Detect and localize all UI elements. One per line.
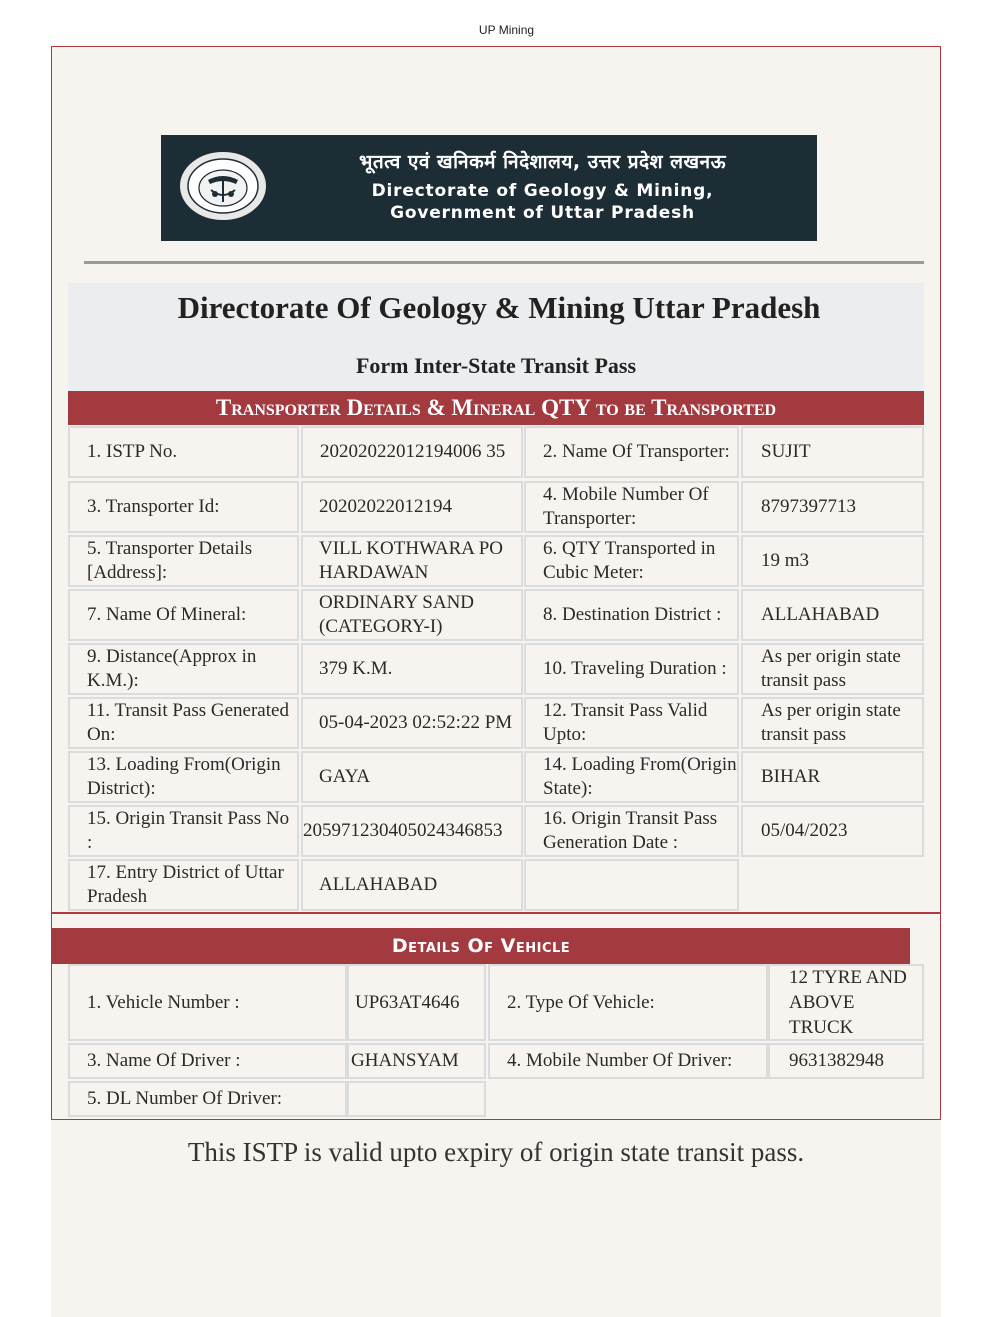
field-value-2-left: 20202022012194	[301, 481, 523, 533]
field-value-1-right: SUJIT	[741, 426, 924, 478]
validity-note: This ISTP is valid upto expiry of origin state transit pass.	[187, 1137, 805, 1167]
field-label-6-left: 11. Transit Pass Generated On:	[68, 697, 299, 749]
field-value-6-right: As per origin state transit pass	[741, 697, 924, 749]
page-header-label: UP Mining	[478, 23, 535, 37]
field-label-2-right: 4. Mobile Number Of Transporter:	[524, 481, 739, 533]
up-emblem-icon	[178, 150, 268, 222]
field-value-1-left: 20202022012194006 35	[301, 426, 523, 478]
field-label-1-right: 2. Name Of Transporter:	[524, 426, 739, 478]
section-header-transporter: Transporter Details & Mineral QTY to be Transported	[68, 391, 924, 425]
field-value-7-right: BIHAR	[741, 751, 924, 803]
vehicle-number-label: 1. Vehicle Number :	[68, 964, 347, 1041]
field-label-9-right	[524, 859, 739, 911]
field-label-3-right: 6. QTY Transported in Cubic Meter:	[524, 535, 739, 587]
vehicle-type-value: 12 TYRE AND ABOVE TRUCK	[768, 964, 924, 1041]
vehicle-number-value: UP63AT4646	[347, 964, 486, 1041]
dl-number-value	[347, 1081, 486, 1117]
field-label-1-left: 1. ISTP No.	[68, 426, 299, 478]
field-value-3-left: VILL KOTHWARA PO HARDAWAN	[301, 535, 523, 587]
field-label-7-left: 13. Loading From(Origin District):	[68, 751, 299, 803]
banner-english-line2: Government of Uttar Pradesh	[390, 203, 695, 223]
field-value-8-right: 05/04/2023	[741, 805, 924, 857]
field-label-9-left: 17. Entry District of Uttar Pradesh	[68, 859, 299, 911]
field-value-6-left: 05-04-2023 02:52:22 PM	[301, 697, 523, 749]
driver-mobile-label: 4. Mobile Number Of Driver:	[488, 1043, 768, 1079]
section-header-vehicle: Details Of Vehicle	[52, 928, 910, 964]
field-value-2-right: 8797397713	[741, 481, 924, 533]
field-label-8-left: 15. Origin Transit Pass No :	[68, 805, 299, 857]
vehicle-type-label: 2. Type Of Vehicle:	[488, 964, 768, 1041]
field-value-4-right: ALLAHABAD	[741, 589, 924, 641]
banner-text	[290, 148, 795, 224]
field-label-5-right: 10. Traveling Duration :	[524, 643, 739, 695]
field-label-2-left: 3. Transporter Id:	[68, 481, 299, 533]
field-value-5-left: 379 K.M.	[301, 643, 523, 695]
driver-mobile-value: 9631382948	[768, 1043, 924, 1079]
section-divider	[52, 912, 940, 914]
header-divider	[84, 261, 924, 264]
field-value-7-left: GAYA	[301, 751, 523, 803]
field-label-6-right: 12. Transit Pass Valid Upto:	[524, 697, 739, 749]
banner-hindi-title: भूतत्व एवं खनिकर्म निदेशालय, उत्तर प्रदेश लखनऊ	[358, 151, 727, 173]
page-title: Directorate Of Geology & Mining Uttar Pradesh	[177, 290, 821, 325]
field-value-5-right: As per origin state transit pass	[741, 643, 924, 695]
field-label-4-left: 7. Name Of Mineral:	[68, 589, 299, 641]
field-label-5-left: 9. Distance(Approx in K.M.):	[68, 643, 299, 695]
field-value-4-left: ORDINARY SAND (CATEGORY-I)	[301, 589, 523, 641]
banner-english-line1: Directorate of Geology & Mining,	[371, 181, 714, 201]
field-value-9-left: ALLAHABAD	[301, 859, 523, 911]
field-label-3-left: 5. Transporter Details [Address]:	[68, 535, 299, 587]
driver-name-label: 3. Name Of Driver :	[68, 1043, 347, 1079]
field-value-8-left: 205971230405024346853	[301, 805, 523, 857]
field-value-3-right: 19 m3	[741, 535, 924, 587]
field-label-8-right: 16. Origin Transit Pass Generation Date :	[524, 805, 739, 857]
driver-name-value: GHANSYAM	[347, 1043, 486, 1079]
field-label-7-right: 14. Loading From(Origin State):	[524, 751, 739, 803]
form-title: Form Inter-State Transit Pass	[355, 353, 637, 378]
dl-number-label: 5. DL Number Of Driver:	[68, 1081, 347, 1117]
field-label-4-right: 8. Destination District :	[524, 589, 739, 641]
